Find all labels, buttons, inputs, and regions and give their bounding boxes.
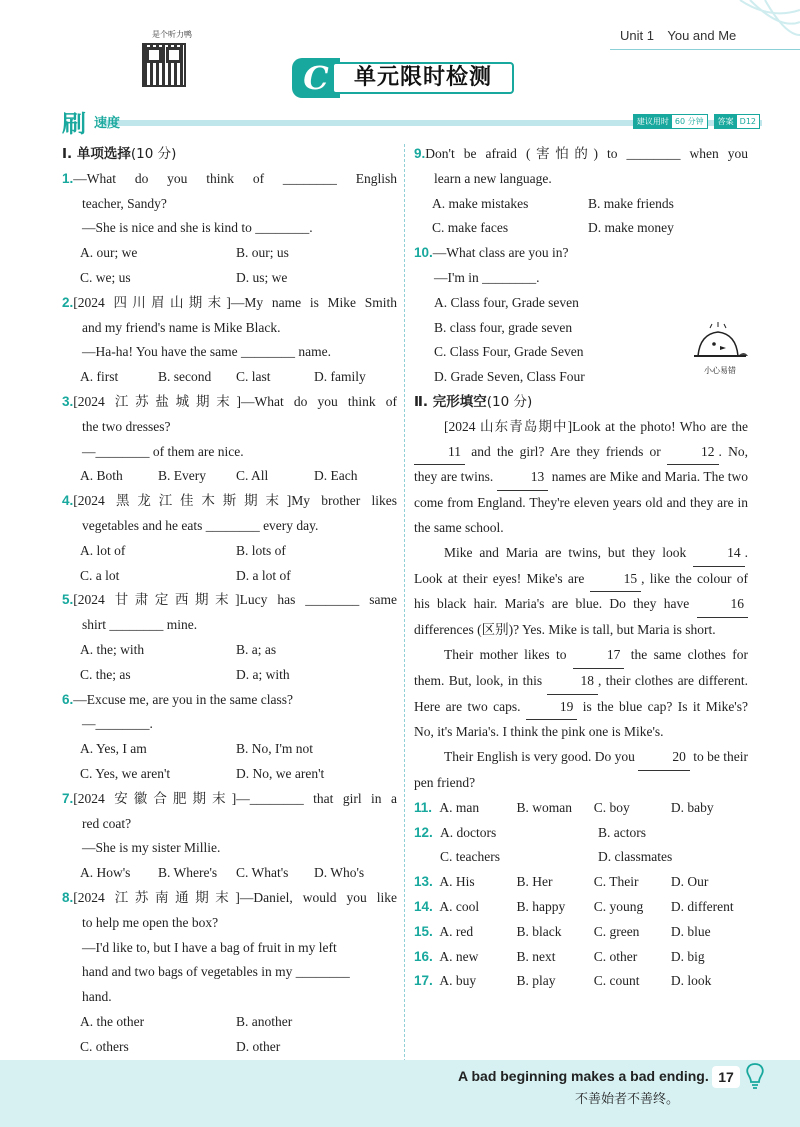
option: C. Class Four, Grade Seven [434, 344, 584, 360]
question-number: 1. [62, 170, 74, 186]
option: C. count [593, 973, 640, 989]
question-number: 7. [62, 790, 74, 806]
right-column [414, 142, 748, 994]
blank-number: 20 [638, 745, 690, 771]
question-number: 6. [62, 691, 74, 707]
option: B. Her [516, 874, 553, 890]
option: D. a lot of [236, 567, 291, 583]
blank-number: 19 [526, 695, 578, 721]
decorative-lines-icon [710, 0, 800, 60]
options-row [62, 737, 397, 762]
option: C. last [236, 369, 271, 385]
cloze-paragraph-3 [414, 643, 748, 745]
question-number: 13. [414, 874, 433, 890]
passage-text: is the blue [582, 698, 643, 714]
part1-title [62, 142, 397, 167]
question-text: —She is my sister Millie. [82, 840, 221, 856]
option: C. the; as [80, 666, 131, 682]
option: D. family [314, 369, 366, 385]
cloze-options-13 [414, 870, 748, 895]
passage-text: They're eleven years old and they are in the same [414, 495, 748, 535]
question-text: [2024 黑龙江佳木斯期末]My brother likes [73, 493, 397, 509]
question-text: teacher, Sandy? [82, 195, 167, 211]
cloze-options-12b [414, 845, 748, 870]
part2-title [414, 390, 748, 415]
options-row [62, 663, 397, 688]
option: C. a lot [80, 567, 120, 583]
title-banner [292, 58, 520, 98]
cloze-paragraph-1 [414, 415, 748, 541]
sudu-label: 速度 [94, 116, 121, 131]
options-row [62, 762, 397, 787]
options-row [62, 464, 397, 489]
question-text: to help me open the box? [82, 914, 219, 930]
proverb-english: A bad beginning makes a bad ending. [458, 1068, 709, 1084]
blank-number: 12 [667, 440, 719, 466]
blank-number: 14 [693, 541, 745, 567]
blank-number: 13 [497, 465, 549, 491]
question-text: —________. [82, 716, 153, 732]
question-line [62, 291, 397, 316]
option: D. baby [670, 799, 714, 815]
option: B. No, I'm not [236, 741, 314, 757]
option: C. other [593, 948, 638, 964]
question-text: and my friend's name is Mike Black. [82, 319, 281, 335]
options-row [62, 1010, 397, 1035]
options-row [62, 638, 397, 663]
option: B. next [516, 948, 556, 964]
option: B. lots of [236, 542, 286, 558]
page-number: 17 [712, 1066, 740, 1088]
options-row [62, 241, 397, 266]
option: A. doctors [440, 824, 497, 840]
question-text: learn a new language. [434, 170, 552, 186]
option: D. blue [670, 923, 711, 939]
option: B. class four, grade seven [434, 319, 573, 335]
passage-text: to [693, 749, 704, 765]
option: B. woman [516, 799, 573, 815]
question-text: [2024 江苏南通期末]—Daniel, would you like [73, 889, 397, 905]
qr-code-block [142, 30, 194, 100]
option: A. buy [439, 973, 477, 989]
question-text: [2024 甘肃定西期末]Lucy has ________ same [73, 592, 397, 608]
question-number: 9. [414, 146, 426, 161]
question-number: 14. [414, 898, 433, 914]
answer-key: 答案 [715, 115, 737, 128]
passage-text: the colour of his black hair. Maria's are blue. Do they [414, 570, 749, 612]
options-row [414, 192, 748, 217]
option: B. happy [516, 898, 566, 914]
passage-text: are the [710, 418, 748, 434]
badge-letter: C [292, 58, 340, 98]
shua-label: 刷 [62, 110, 86, 138]
question-text: [2024 四川眉山期末]—My name is Mike Smith [73, 294, 397, 310]
question-text: —________ of them are nice. [82, 443, 244, 459]
part1-title-text: Ⅰ. 单项选择 [62, 146, 131, 162]
question-line [62, 787, 397, 812]
option: A. the other [80, 1013, 145, 1029]
question-7 [62, 787, 397, 886]
cloze-paragraph-2 [414, 541, 748, 643]
left-column [62, 142, 397, 1059]
passage-text: but Maria is short. [616, 622, 716, 638]
option: D. No, we aren't [236, 765, 325, 781]
question-text: hand and two bags of vegetables in my ________ [82, 964, 350, 980]
passage-text: . No, they are twins. [414, 443, 749, 485]
question-line [62, 390, 397, 415]
option: A. Class four, Grade seven [434, 294, 579, 310]
question-line [62, 886, 397, 911]
proverb-chinese: 不善始者不善终。 [575, 1092, 680, 1107]
question-text: [2024 江苏盐城期末]—What do you think of [73, 393, 397, 409]
passage-text: differences (区别)? Yes. Mike is tall, [414, 622, 614, 638]
passage-text: , like [641, 570, 671, 586]
option: B. a; as [236, 641, 277, 657]
question-text: —What class are you in? [432, 245, 569, 261]
options-row [62, 266, 397, 291]
question-text: —Excuse me, are you in the same class? [73, 691, 293, 707]
tags [633, 114, 760, 129]
option: B. Where's [158, 865, 218, 881]
option: C. we; us [80, 269, 131, 285]
option: A. lot of [80, 542, 126, 558]
passage-text: , their clothes [598, 672, 674, 688]
passage-text: . Look at their eyes! Mike's are [414, 544, 749, 586]
option: A. red [439, 923, 474, 939]
option: A. Yes, I am [80, 741, 147, 757]
option: C. Their [593, 874, 639, 890]
option: B. black [516, 923, 562, 939]
passage-text: cap? Is it Mike's? No, it's Maria's. I think the pink [414, 698, 748, 740]
blank-number: 11 [414, 440, 465, 466]
question-text: hand. [82, 989, 112, 1005]
option: D. make money [588, 220, 674, 236]
options-row [62, 1035, 397, 1060]
question-text: —What do you think of ________ English [73, 170, 397, 186]
unit-number: Unit 1 [620, 28, 654, 43]
mascot-label: 小心易错 [704, 366, 736, 375]
question-8 [62, 886, 397, 1060]
passage-text: school. [464, 519, 504, 535]
question-number: 16. [414, 948, 433, 964]
passage-text: be their pen friend? [414, 749, 748, 790]
options-row [62, 365, 397, 390]
cloze-options-17 [414, 969, 748, 994]
qr-label: 是个听力鸭 [152, 30, 192, 39]
option: B. our; us [236, 245, 289, 261]
footer [0, 1060, 800, 1127]
qr-code-icon [142, 43, 186, 87]
option: B. another [236, 1013, 293, 1029]
unit-title: You and Me [667, 28, 737, 43]
option: A. man [439, 799, 480, 815]
question-text: red coat? [82, 815, 132, 831]
question-6 [62, 688, 397, 787]
options-row [62, 861, 397, 886]
time-value: 60 分钟 [674, 117, 704, 126]
answer-tag [714, 114, 760, 129]
option: A. our; we [80, 245, 138, 261]
option: D. different [670, 898, 734, 914]
option: A. the; with [80, 641, 145, 657]
option: D. us; we [236, 269, 288, 285]
question-text: the two dresses? [82, 418, 171, 434]
cloze-options-15 [414, 920, 748, 945]
passage-text: Their mother likes to [444, 646, 567, 662]
question-number: 17. [414, 973, 433, 989]
blank-number: 18 [547, 669, 599, 695]
question-number: 8. [62, 889, 74, 905]
cloze-paragraph-4 [414, 745, 748, 796]
option: D. Each [314, 468, 358, 484]
option: B. make friends [588, 195, 674, 211]
mascot [690, 322, 750, 375]
option: D. Grade Seven, Class Four [434, 369, 585, 385]
option: C. others [80, 1038, 129, 1054]
lightbulb-icon [744, 1062, 766, 1090]
passage-text: and the girl? Are they friends or [471, 443, 661, 459]
question-5 [62, 588, 397, 687]
mascot-bird-icon [690, 322, 750, 360]
section-bar [62, 104, 762, 138]
part1-score: (10 分) [130, 146, 177, 162]
passage-text: Mike and Maria are twins, but they look [444, 544, 687, 560]
passage-text: for them. But, look, in this [414, 646, 749, 688]
question-line [414, 241, 748, 266]
page-title: 单元限时检测 [332, 62, 514, 94]
question-text: Don't be afraid (害怕的) to ________ when you [425, 146, 748, 161]
option: A. His [439, 874, 475, 890]
option: B. play [516, 973, 556, 989]
option: A. How's [80, 865, 131, 881]
option: A. new [439, 948, 479, 964]
question-line [62, 489, 397, 514]
option: C. boy [593, 799, 630, 815]
question-number: 3. [62, 393, 74, 409]
question-number: 11. [414, 799, 433, 815]
option: D. look [670, 973, 712, 989]
part2-title-text: Ⅱ. 完形填空 [414, 393, 487, 410]
option: A. cool [439, 898, 480, 914]
question-number: 5. [62, 592, 74, 608]
option: D. other [236, 1038, 281, 1054]
option: A. make mistakes [432, 195, 529, 211]
blank-number: 17 [573, 643, 625, 669]
question-text: —I'd like to, but I have a bag of fruit in my left [82, 939, 337, 955]
option: D. Who's [314, 865, 365, 881]
question-number: 12. [414, 824, 433, 840]
question-line [62, 588, 397, 613]
option: B. Every [158, 468, 206, 484]
option: D. big [670, 948, 705, 964]
question-3 [62, 390, 397, 489]
question-2 [62, 291, 397, 390]
question-4 [62, 489, 397, 588]
question-text: vegetables and he eats ________ every day. [82, 517, 319, 533]
question-number: 4. [62, 493, 74, 509]
time-key: 建议用时 [634, 115, 672, 128]
option: C. young [593, 898, 644, 914]
time-tag [633, 114, 708, 129]
options-row [62, 564, 397, 589]
question-line [62, 167, 397, 192]
cloze-options-12 [414, 821, 748, 846]
option: B. second [158, 369, 212, 385]
blank-number: 15 [590, 567, 642, 593]
options-row [62, 539, 397, 564]
passage-text: Their English is very good. Do you [444, 749, 635, 765]
passage-text: [2024 山东青岛期中]Look at the photo! Who [444, 418, 707, 434]
option: D. classmates [598, 849, 673, 865]
cloze-options-16 [414, 945, 748, 970]
option: C. teachers [440, 849, 500, 865]
column-divider [404, 144, 405, 1062]
question-number: 10. [414, 245, 433, 261]
question-9 [414, 142, 748, 241]
passage-text: Mike and Maria. The two come from England. [414, 469, 749, 511]
question-text: —Ha-ha! You have the same ________ name. [82, 344, 331, 360]
question-text: —I'm in ________. [434, 269, 540, 285]
question-1 [62, 167, 397, 291]
question-line [62, 688, 397, 713]
option: D. Our [670, 874, 709, 890]
question-number: 15. [414, 923, 433, 939]
passage-text: have [663, 596, 690, 612]
question-text: shirt ________ mine. [82, 617, 198, 633]
option: C. Yes, we aren't [80, 765, 171, 781]
option: C. green [593, 923, 640, 939]
question-text: [2024 安徽合肥期末]—________ that girl in a [73, 790, 397, 806]
question-line [414, 142, 748, 167]
answer-value: D12 [739, 117, 756, 126]
options-row [414, 216, 748, 241]
blank-number: 16 [697, 592, 749, 618]
option: C. All [236, 468, 269, 484]
option: C. What's [236, 865, 289, 881]
option: C. make faces [432, 220, 509, 236]
passage-text: the same clothes [630, 646, 726, 662]
question-text: —She is nice and she is kind to ________. [82, 220, 313, 236]
cloze-options-14 [414, 895, 748, 920]
passage-text: are different. Here are two caps. [414, 672, 749, 714]
option: A. first [80, 369, 119, 385]
option: D. a; with [236, 666, 290, 682]
passage-text: names are [551, 469, 607, 485]
option: A. Both [80, 468, 123, 484]
cloze-options-11 [414, 796, 748, 821]
passage-text: one is Mike's. [588, 724, 664, 740]
question-number: 2. [62, 294, 74, 310]
part2-score: (10 分) [486, 393, 533, 410]
option: B. actors [598, 824, 646, 840]
question-number-spacer [414, 845, 440, 870]
